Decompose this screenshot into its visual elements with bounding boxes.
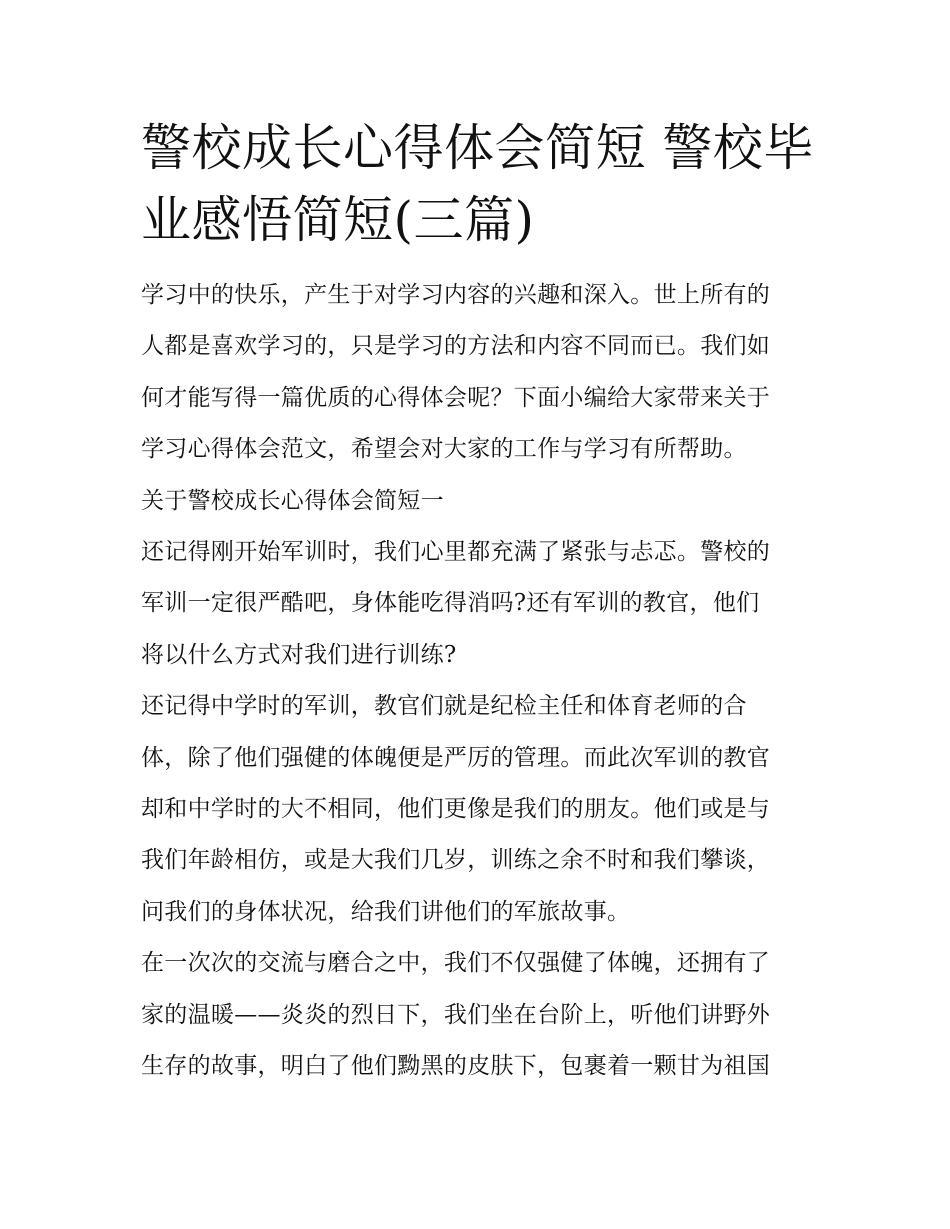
body-line: 军训一定很严酷吧，身体能吃得消吗?还有军训的教官，他们 <box>141 590 760 617</box>
body-line: 生存的故事，明白了他们黝黑的皮肤下，包裹着一颗甘为祖国 <box>141 1053 771 1080</box>
body-line: 问我们的身体状况，给我们讲他们的军旅故事。 <box>141 898 631 925</box>
body-line: 体，除了他们强健的体魄便是严厉的管理。而此次军训的教官 <box>141 744 771 771</box>
body-line: 家的温暖——炎炎的烈日下，我们坐在台阶上，听他们讲野外 <box>141 1001 771 1028</box>
document-content <box>141 112 813 1093</box>
title-line: 业感悟简短(三篇) <box>141 191 535 249</box>
body-line: 却和中学时的大不相同，他们更像是我们的朋友。他们或是与 <box>141 796 771 823</box>
body-line: 还记得中学时的军训，教官们就是纪检主任和体育老师的合 <box>141 693 747 720</box>
body-line: 我们年龄相仿，或是大我们几岁，训练之余不时和我们攀谈， <box>141 847 771 874</box>
body-line: 学习中的快乐，产生于对学习内容的兴趣和深入。世上所有的 <box>141 282 771 308</box>
body-line: 将以什么方式对我们进行训练? <box>141 641 457 668</box>
body-line: 何才能写得一篇优质的心得体会呢？下面小编给大家带来关于 <box>141 384 771 411</box>
section-heading: 关于警校成长心得体会简短一 <box>141 487 444 514</box>
title-line: 警校成长心得体会简短 警校毕 <box>141 119 814 177</box>
document-body <box>141 270 813 1093</box>
body-line: 人都是喜欢学习的，只是学习的方法和内容不同而已。我们如 <box>141 333 771 360</box>
body-line: 学习心得体会范文，希望会对大家的工作与学习有所帮助。 <box>141 436 747 463</box>
document-title <box>141 112 813 256</box>
body-line: 还记得刚开始军训时，我们心里都充满了紧张与忐忑。警校的 <box>141 539 771 566</box>
body-line: 在一次次的交流与磨合之中，我们不仅强健了体魄，还拥有了 <box>141 950 771 977</box>
